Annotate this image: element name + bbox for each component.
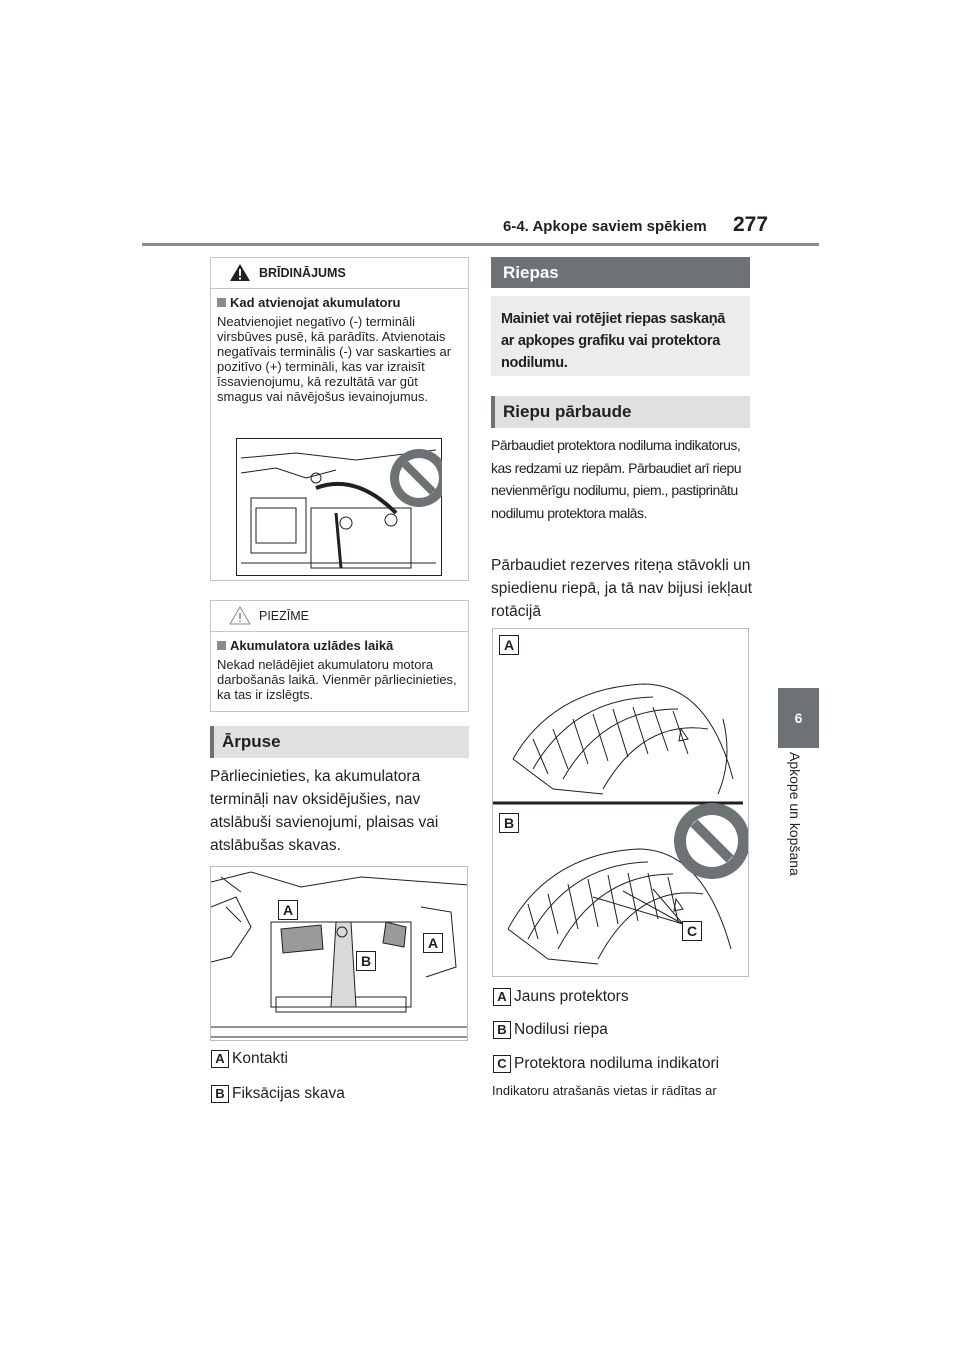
tire-check-heading: Riepu pārbaude <box>491 396 750 428</box>
exterior-text: Pārliecinieties, ka akumulatora termināļi nav oksidējušies, nav atslābuši savienojumi, plaisas vai atslābušas skavas. <box>210 768 439 854</box>
battery-illustration <box>211 867 468 1041</box>
warning-subheading: Kad atvienojat akumulatoru <box>230 295 401 310</box>
warning-box <box>210 257 469 581</box>
exterior-heading: Ārpuse <box>210 726 469 758</box>
notice-box <box>210 600 469 712</box>
section-title: 6-4. Apkope saviem spēkiem <box>503 218 707 235</box>
figure-key-a: A <box>499 635 519 655</box>
bullet-square-icon <box>217 298 226 307</box>
chapter-tab: 6 <box>778 688 819 748</box>
notice-body: Nekad nelādējiet akumulatoru motora darbošanās laikā. Vienmēr pārliecinieties, ka tas ir izslēgts. <box>217 657 457 702</box>
tires-heading: Riepas <box>491 257 750 288</box>
legend-key: B <box>211 1085 229 1103</box>
warning-subheading-row <box>211 289 468 310</box>
legend-item <box>493 1055 719 1073</box>
notice-triangle-icon <box>229 606 251 625</box>
legend-key: B <box>493 1021 511 1039</box>
tire-check-text: Pārbaudiet protektora nodiluma indikatorus, kas redzami uz riepām. Pārbaudiet arī riepu nevienmērīgu nodilumu, piem., pastiprinātu nodilumu protektora malās. <box>491 437 742 521</box>
bullet-square-icon <box>217 641 226 650</box>
legend-text: Jauns protektors <box>514 988 629 1005</box>
tire-figure <box>492 628 749 977</box>
battery-terminal-illustration <box>236 438 442 576</box>
chapter-label: Apkope un kopšana <box>787 752 803 876</box>
notice-heading: PIEZĪME <box>259 609 310 623</box>
legend-item <box>211 1085 345 1103</box>
legend-key: C <box>493 1055 511 1073</box>
warning-body: Neatvienojiet negatīvo (-) termināli virsbūves pusē, kā parādīts. Atvienotais negatīvais terminālis (-) var saskarties ar pozitīvo (+) termināli, kas var izraisīt īssavienojumu, kā rezultātā var gūt smagus vai nāvējošus ievainojumus. <box>217 314 452 404</box>
battery-figure <box>210 866 468 1041</box>
legend-item <box>493 1021 608 1039</box>
figure-key-b: B <box>499 813 519 833</box>
figure-key-c: C <box>682 921 702 941</box>
legend-text: Nodilusi riepa <box>514 1021 608 1038</box>
warning-heading: BRĪDINĀJUMS <box>259 266 346 280</box>
legend-text: Kontakti <box>232 1050 289 1067</box>
notice-subheading-row <box>211 632 468 653</box>
tire-tread-illustration <box>493 629 749 977</box>
footnote: Indikatoru atrašanās vietas ir rādītas ar <box>492 1083 717 1098</box>
notice-header <box>211 601 468 632</box>
figure-key-a: A <box>278 900 298 920</box>
legend-text: Protektora nodiluma indikatori <box>514 1055 720 1072</box>
legend-item <box>493 988 629 1006</box>
page-number: 277 <box>733 213 769 236</box>
figure-key-b: B <box>356 951 376 971</box>
spare-tire-text: Pārbaudiet rezerves riteņa stāvokli un spiedienu riepā, ja tā nav bijusi iekļaut rotācijā <box>491 557 753 620</box>
legend-key: A <box>211 1050 229 1068</box>
warning-header <box>211 258 468 289</box>
tires-intro: Mainiet vai rotējiet riepas saskaņā ar apkopes grafiku vai protektora nodilumu. <box>491 296 750 376</box>
warning-triangle-icon <box>229 263 251 282</box>
legend-text: Fiksācijas skava <box>232 1085 345 1102</box>
figure-key-a2: A <box>423 933 443 953</box>
header-rule <box>142 243 819 246</box>
legend-key: A <box>493 988 511 1006</box>
notice-subheading: Akumulatora uzlādes laikā <box>230 638 394 653</box>
legend-item <box>211 1050 288 1068</box>
